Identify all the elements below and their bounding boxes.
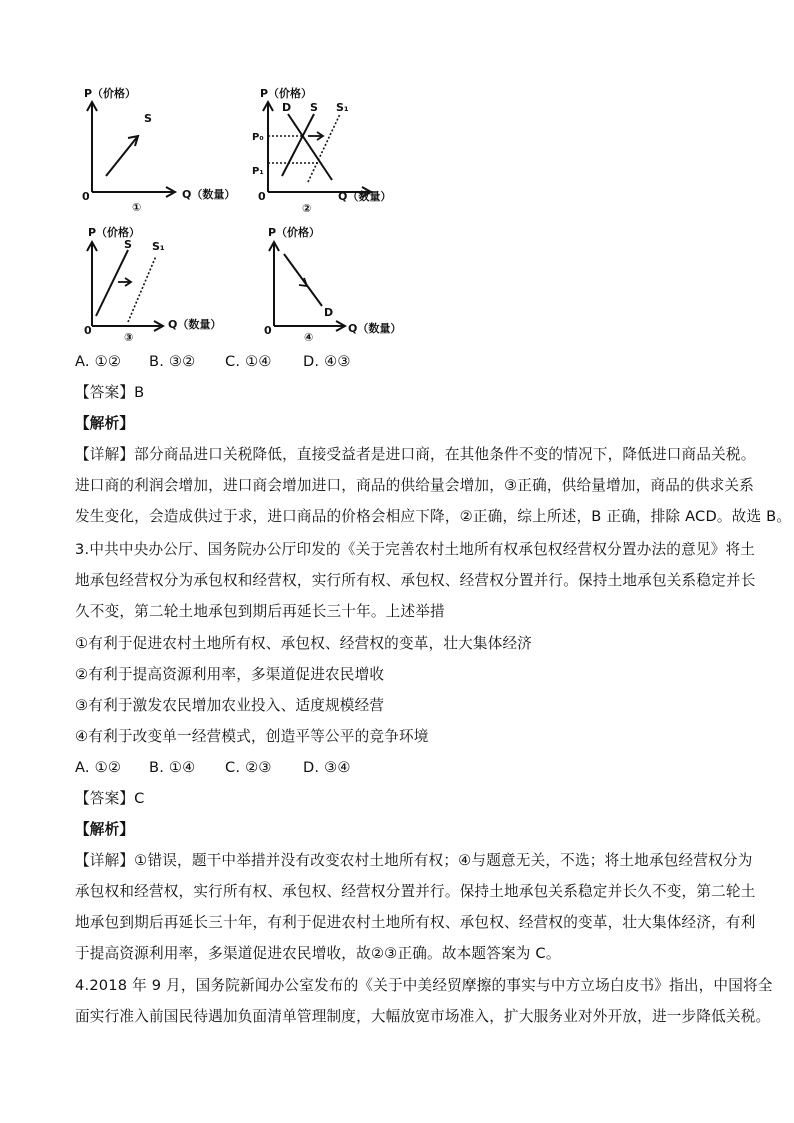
price-label-p0: P₀	[252, 132, 264, 143]
origin-label: 0	[82, 190, 90, 203]
x-axis-label: Q（数量）	[348, 322, 402, 335]
figure-number: ④	[304, 331, 314, 344]
q4-stem-line-1: 4.2018 年 9 月，国务院新闻办公室发布的《关于中美经贸摩擦的事实与中方立场白皮书》指出，中国将全	[75, 977, 773, 994]
demand-curve-d	[284, 254, 322, 306]
q3-statement-4: ④有利于改变单一经营模式，创造平等公平的竞争环境	[75, 728, 429, 745]
q2-detail-line-2: 进口商的利润会增加，进口商会增加进口，商品的供给量会增加，③正确，供给量增加，商品的供求关系	[75, 477, 755, 494]
y-axis-label: P（价格）	[260, 87, 313, 100]
q3-statement-3: ③有利于激发农民增加农业投入、适度规模经营	[75, 697, 385, 714]
y-axis-label: P（价格）	[84, 87, 137, 100]
supply-curve-s	[96, 250, 128, 316]
figure-number: ③	[124, 331, 134, 344]
curve-label-s: S	[124, 238, 132, 251]
figure-number: ①	[132, 201, 142, 214]
q3-option-c: C. ②③	[225, 759, 272, 776]
figure-number: ②	[302, 202, 312, 215]
price-label-p1: P₁	[252, 166, 264, 177]
q3-option-a: A. ①②	[75, 759, 122, 776]
curve-label-s1: S₁	[336, 101, 349, 114]
q2-detail-line-1: 【详解】部分商品进口关税降低，直接受益者是进口商，在其他条件不变的情况下，降低进口商品关税。	[75, 446, 756, 463]
q2-option-c: C. ①④	[225, 353, 272, 370]
q2-analysis-heading: 【解析】	[75, 415, 135, 432]
figure-1	[82, 84, 236, 214]
origin-label: 0	[258, 190, 266, 203]
q3-analysis-heading: 【解析】	[75, 821, 135, 838]
q2-options	[75, 352, 351, 372]
q3-option-d: D. ③④	[303, 759, 351, 776]
q3-statement-1: ①有利于促进农村土地所有权、承包权、经营权的变革，壮大集体经济	[75, 635, 533, 652]
curve-label-s1: S₁	[152, 240, 165, 253]
origin-label: 0	[84, 324, 92, 337]
q3-detail-line-4: 于提高资源利用率，多渠道促进农民增收，故②③正确。故本题答案为 C。	[75, 945, 561, 962]
origin-label: 0	[264, 324, 272, 337]
curve-label-s: S	[144, 112, 152, 125]
q2-option-d: D. ④③	[303, 353, 351, 370]
q3-detail-line-3: 地承包到期后再延长三十年，有利于促进农村土地所有权、承包权、经营权的变革，壮大集体经济，有利	[75, 914, 756, 931]
x-axis-label: Q（数量）	[182, 188, 236, 201]
figure-2	[252, 84, 412, 216]
y-axis-label: P（价格）	[88, 226, 141, 239]
supply-curve-s1	[308, 114, 340, 182]
curve-label-d: D	[324, 306, 334, 319]
q2-detail-line-3: 发生变化，会造成供过于求，进口商品的价格会相应下降，②正确，综上所述，B 正确，排除 ACD。故选 B。	[75, 508, 792, 525]
q3-statement-2: ②有利于提高资源利用率，多渠道促进农民增收	[75, 666, 385, 683]
q2-option-b: B. ③②	[149, 353, 196, 370]
figure-4	[262, 224, 422, 344]
q3-detail-line-1: 【详解】①错误，题干中举措并没有改变农村土地所有权；④与题意无关，不选；将土地承包经营权分为	[75, 852, 753, 869]
q3-answer: 【答案】C	[75, 790, 145, 807]
q2-option-a: A. ①②	[75, 353, 122, 370]
q3-detail-line-2: 承包权和经营权，实行所有权、承包权、经营权分置并行。保持土地承包关系稳定并长久不变，第二轮土	[75, 883, 756, 900]
curve-label-d: D	[282, 101, 292, 114]
x-axis-label: Q（数量）	[168, 318, 222, 331]
curve-label-s: S	[310, 101, 318, 114]
supply-curve-s	[106, 136, 138, 176]
figure-3	[82, 224, 242, 344]
q3-stem-line-1: 3.中共中央办公厅、国务院办公厅印发的《关于完善农村土地所有权承包权经营权分置办法的意见》将土	[75, 541, 756, 558]
q3-stem-line-3: 久不变，第二轮土地承包到期后再延长三十年。上述举措	[75, 603, 445, 620]
supply-curve-s1	[128, 256, 156, 322]
y-axis-label: P（价格）	[268, 226, 321, 239]
q3-stem-line-2: 地承包经营权分为承包权和经营权，实行所有权、承包权、经营权分置并行。保持土地承包关系稳定并长	[75, 572, 756, 589]
q2-answer: 【答案】B	[75, 384, 145, 401]
q3-option-b: B. ①④	[149, 759, 196, 776]
x-axis-label: Q（数量）	[338, 190, 392, 203]
q3-options	[75, 758, 351, 778]
q4-stem-line-2: 面实行准入前国民待遇加负面清单管理制度，大幅放宽市场准入，扩大服务业对外开放，进一步降低关税。	[75, 1008, 771, 1025]
